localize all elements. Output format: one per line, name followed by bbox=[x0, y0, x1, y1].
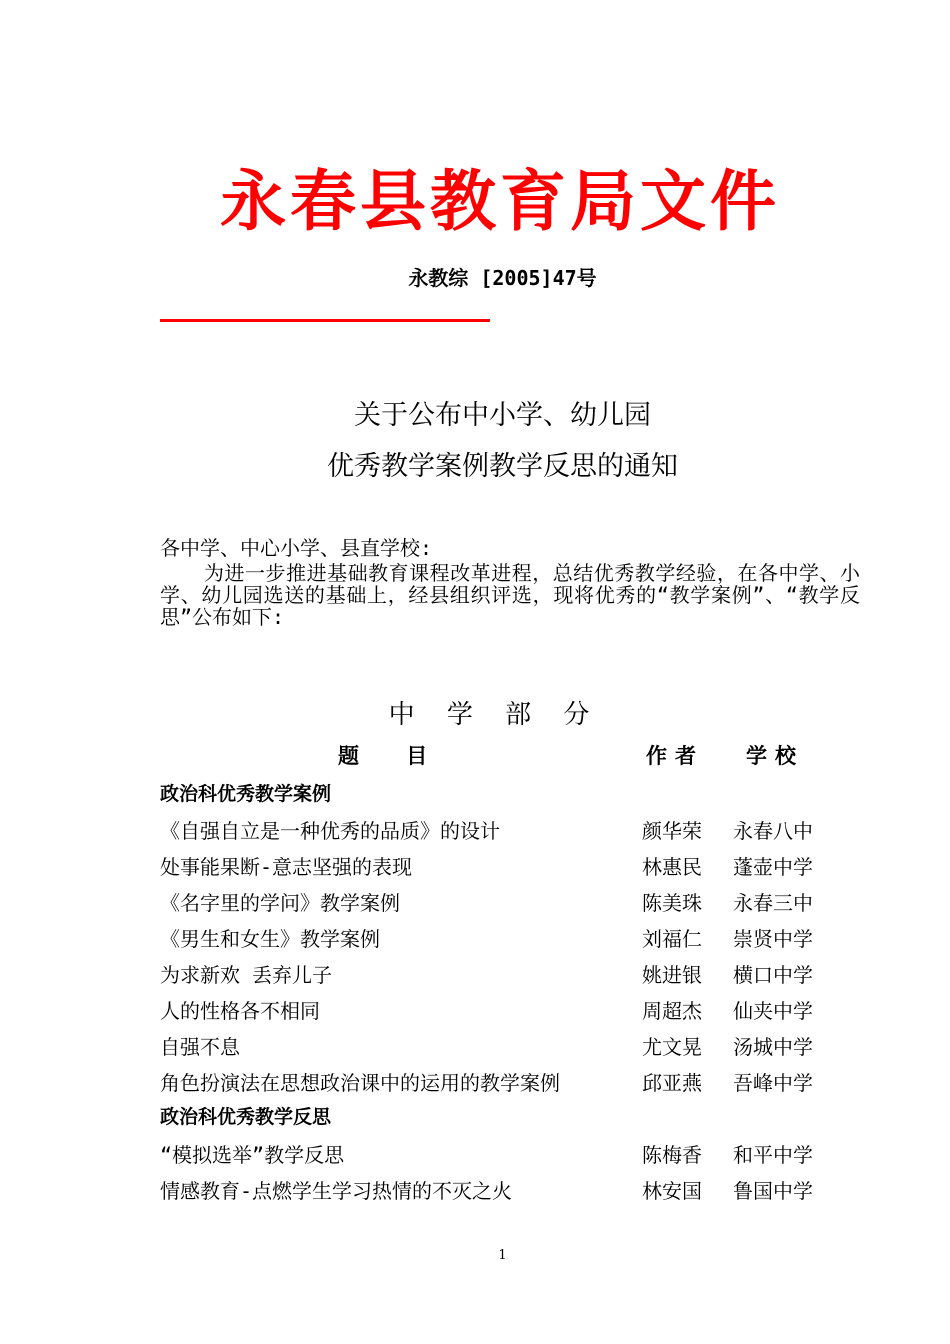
entry-title: 《自强自立是一种优秀的品质》的设计 bbox=[160, 819, 500, 843]
entry-title: 角色扮演法在思想政治课中的运用的教学案例 bbox=[160, 1071, 560, 1095]
entry-school: 吾峰中学 bbox=[733, 1071, 813, 1095]
notice-title-line-1: 关于公布中小学、幼儿园 bbox=[354, 400, 651, 431]
entry-author: 颜华荣 bbox=[642, 819, 702, 843]
table-row bbox=[160, 1175, 860, 1211]
table-row bbox=[160, 995, 860, 1031]
entry-school: 和平中学 bbox=[733, 1143, 813, 1167]
column-header-author: 作者 bbox=[646, 744, 704, 768]
red-divider-line bbox=[160, 319, 490, 322]
entry-title: 《男生和女生》教学案例 bbox=[160, 927, 380, 951]
table-row bbox=[160, 923, 860, 959]
entry-author: 陈梅香 bbox=[642, 1143, 702, 1167]
notice-title-line-2: 优秀教学案例教学反思的通知 bbox=[327, 451, 678, 482]
table-row bbox=[160, 887, 860, 923]
body-paragraph: 为进一步推进基础教育课程改革进程，总结优秀教学经验，在各中学、小学、幼儿园选送的基础上，经县组织评选，现将优秀的“教学案例”、“教学反思”公布如下: bbox=[160, 561, 860, 629]
entry-school: 横口中学 bbox=[733, 963, 813, 987]
table-row bbox=[160, 1067, 860, 1103]
document-number: 永教综 [2005]47号 bbox=[408, 266, 597, 290]
entry-author: 周超杰 bbox=[642, 999, 702, 1023]
entry-author: 刘福仁 bbox=[642, 927, 702, 951]
entry-title: 处事能果断-意志坚强的表现 bbox=[160, 855, 413, 879]
entry-school: 崇贤中学 bbox=[733, 927, 813, 951]
entry-school: 蓬壶中学 bbox=[733, 855, 813, 879]
entry-author: 陈美珠 bbox=[642, 891, 702, 915]
column-header-school: 学校 bbox=[746, 744, 804, 768]
table-row bbox=[160, 959, 860, 995]
page-number: 1 bbox=[498, 1248, 507, 1263]
entry-title: 为求新欢 丢弃儿子 bbox=[160, 963, 333, 987]
entry-school: 永春三中 bbox=[733, 891, 813, 915]
section-title: 中 学 部 分 bbox=[388, 700, 602, 730]
entry-author: 尤文晃 bbox=[642, 1035, 702, 1059]
entry-author: 林惠民 bbox=[642, 855, 702, 879]
entry-school: 汤城中学 bbox=[733, 1035, 813, 1059]
entry-school: 永春八中 bbox=[733, 819, 813, 843]
table-row bbox=[160, 1139, 860, 1175]
column-header-topic: 题 目 bbox=[338, 744, 428, 768]
entry-title: 自强不息 bbox=[160, 1035, 240, 1059]
table-row bbox=[160, 815, 860, 851]
entry-author: 姚进银 bbox=[642, 963, 702, 987]
table-row bbox=[160, 1031, 860, 1067]
entry-school: 鲁国中学 bbox=[733, 1179, 813, 1203]
table-row bbox=[160, 851, 860, 887]
entry-title: 人的性格各不相同 bbox=[160, 999, 320, 1023]
entry-title: “模拟选举”教学反思 bbox=[160, 1143, 345, 1167]
document-header-title: 永春县教育局文件 bbox=[220, 163, 780, 240]
entry-author: 邱亚燕 bbox=[642, 1071, 702, 1095]
entry-school: 仙夹中学 bbox=[733, 999, 813, 1023]
category-heading: 政治科优秀教学反思 bbox=[160, 1106, 332, 1128]
category-heading: 政治科优秀教学案例 bbox=[160, 783, 332, 805]
entry-title: 情感教育-点燃学生学习热情的不灭之火 bbox=[160, 1179, 513, 1203]
entry-author: 林安国 bbox=[642, 1179, 702, 1203]
entry-title: 《名字里的学问》教学案例 bbox=[160, 891, 400, 915]
salutation: 各中学、中心小学、县直学校: bbox=[160, 536, 433, 560]
